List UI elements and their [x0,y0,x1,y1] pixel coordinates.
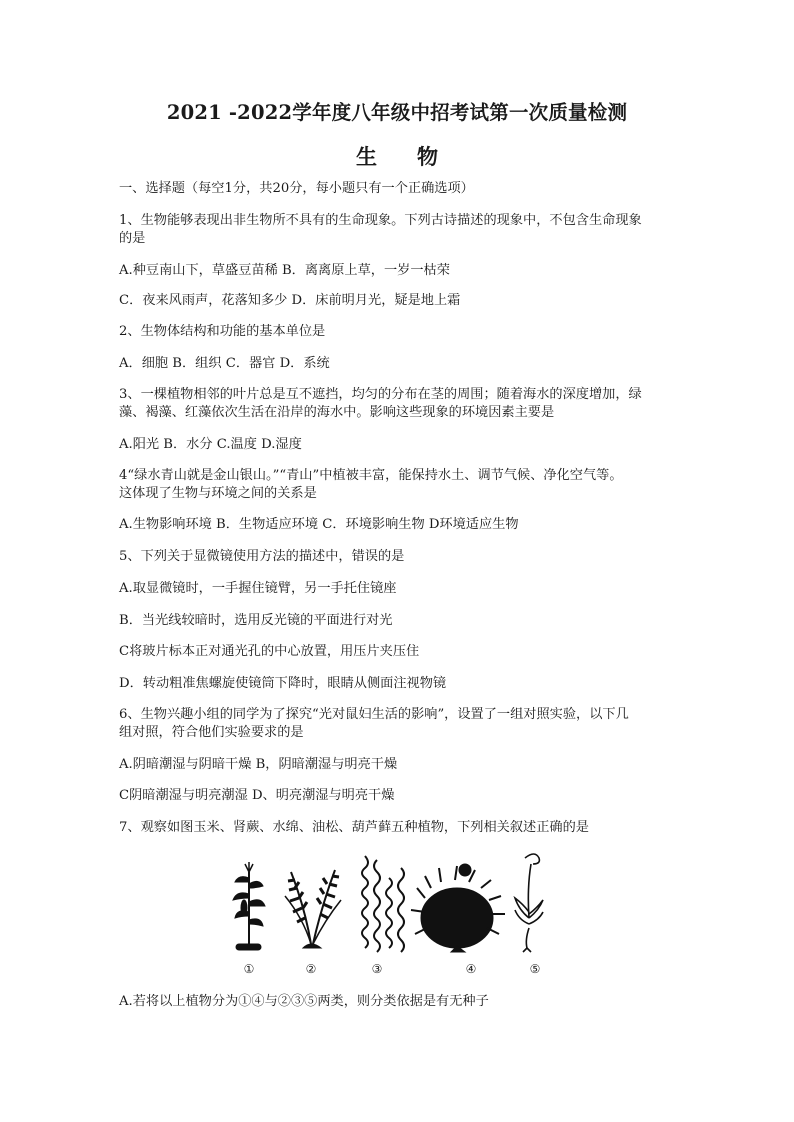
figure-label-1: ① [243,962,255,976]
pine-plant-image [411,864,505,952]
plants-illustration [225,848,560,983]
q5-option-a: A.取显微镜时，一手握住镜臂，另一手托住镜座 [119,581,397,596]
q1-options-line1: A.种豆南山下，草盛豆苗稀 B．离离原上草，一岁一枯荣 [119,263,450,278]
q3-stem-line2: 藻、褐藻、红藻依次生活在沿岸的海水中。影响这些现象的环境因素主要是 [119,405,555,420]
section-heading: 一、选择题（每空1分，共20分，每小题只有一个正确选项） [119,181,474,196]
q6-stem-line2: 组对照，符合他们实验要求的是 [119,725,304,740]
q6-stem-line1: 6、生物兴趣小组的同学为了探究“光对鼠妇生活的影响”，设置了一组对照实验，以下几 [119,707,629,722]
q4-options: A.生物影响环境 B．生物适应环境 C．环境影响生物 D环境适应生物 [119,517,519,532]
q1-stem-line2: 的是 [119,231,146,246]
q3-stem-line1: 3、一棵植物相邻的叶片总是互不遮挡，均匀的分布在茎的周围；随着海水的深度增加，绿 [119,387,642,402]
q3-options: A.阳光 B．水分 C.温度 D.湿度 [119,437,302,452]
corn-plant-image [233,862,265,950]
plants-figure [225,848,560,983]
q1-stem-line1: 1、生物能够表现出非生物所不具有的生命现象。下列古诗描述的现象中，不包含生命现象 [119,213,642,228]
figure-label-3: ③ [371,962,383,976]
q7-option-a: A.若将以上植物分为①④与②③⑤两类，则分类依据是有无种子 [119,994,489,1009]
q5-option-d: D．转动粗准焦螺旋使镜筒下降时，眼睛从侧面注视物镜 [119,676,447,691]
exam-title: 2021 -2022学年度八年级中招考试第一次质量检测 [166,101,628,124]
q1-options-line2: C．夜来风雨声，花落知多少 D．床前明月光，疑是地上霜 [119,293,461,308]
fern-plant-image [285,870,341,948]
subject-char-2: 物 [417,144,438,169]
q2-options: A．细胞 B．组织 C．器官 D．系统 [119,356,330,371]
figure-label-4: ④ [465,962,477,976]
q7-stem: 7、观察如图玉米、肾蕨、水绵、油松、葫芦藓五种植物，下列相关叙述正确的是 [119,820,589,835]
subject-heading [0,141,794,171]
q6-options-line2: C阴暗潮湿与明亮潮湿 D、明亮潮湿与明亮干燥 [119,788,395,803]
q5-stem: 5、下列关于显微镜使用方法的描述中，错误的是 [119,549,405,564]
subject-char-1: 生 [356,144,377,169]
q2-stem: 2、生物体结构和功能的基本单位是 [119,324,326,339]
figure-label-5: ⑤ [529,962,541,976]
moss-plant-image [515,854,543,952]
q6-options-line1: A.阴暗潮湿与阴暗干燥 B，阴暗潮湿与明亮干燥 [119,757,398,772]
figure-label-2: ② [305,962,317,976]
spirogyra-image [362,856,404,952]
q5-option-c: C将玻片标本正对通光孔的中心放置，用压片夹压住 [119,644,420,659]
q5-option-b: B．当光线较暗时，选用反光镜的平面进行对光 [119,613,393,628]
q4-stem-line1: 4“绿水青山就是金山银山。”“青山”中植被丰富，能保持水土、调节气候、净化空气等。 [119,468,623,483]
q4-stem-line2: 这体现了生物与环境之间的关系是 [119,486,317,501]
